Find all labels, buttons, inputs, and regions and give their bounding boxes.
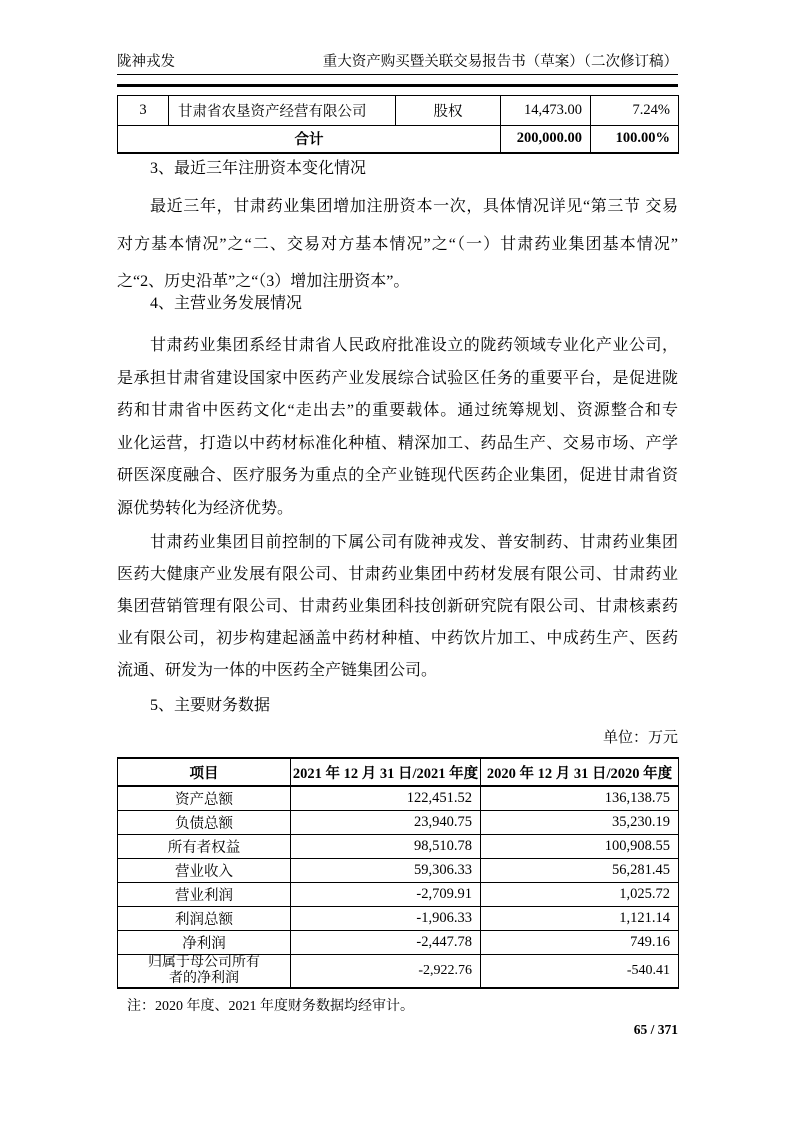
header-report-title: 重大资产购买暨关联交易报告书（草案）（二次修订稿）: [322, 54, 678, 70]
paragraph-line: 研医深度融合、医疗服务为重点的全产业链现代医药企业集团，促进甘肃省资: [117, 467, 678, 484]
value-2020: 1,121.14: [481, 906, 679, 930]
section-3-heading: 3、最近三年注册资本变化情况: [150, 160, 367, 177]
value-2021: -1,906.33: [291, 906, 481, 930]
row-label: 资产总额: [118, 786, 291, 810]
value-2020: 56,281.45: [481, 858, 679, 882]
table-row: [118, 96, 679, 126]
section-4-heading: 4、主营业务发展情况: [150, 295, 303, 312]
header-rule: [117, 84, 678, 87]
total-amount: 200,000.00: [501, 126, 591, 153]
paragraph-line: 医药大健康产业发展有限公司、甘肃药业集团中药材发展有限公司、甘肃药业: [117, 566, 678, 583]
row-index: 3: [118, 96, 169, 126]
row-label: 归属于母公司所有者的净利润: [118, 954, 291, 988]
column-header-2021: 2021 年 12 月 31 日/2021 年度: [291, 758, 481, 786]
value-2021: 122,451.52: [291, 786, 481, 810]
value-2020: 136,138.75: [481, 786, 679, 810]
paragraph-line: 甘肃药业集团系经甘肃省人民政府批准设立的陇药领域专业化产业公司，: [150, 337, 678, 354]
table-row: [118, 810, 679, 834]
table-footnote: 注：2020 年度、2021 年度财务数据均经审计。: [127, 999, 414, 1014]
value-2021: 23,940.75: [291, 810, 481, 834]
row-label: 营业收入: [118, 858, 291, 882]
column-header-item: 项目: [118, 758, 291, 786]
value-2021: -2,922.76: [291, 954, 481, 988]
value-2020: 35,230.19: [481, 810, 679, 834]
table-row: [118, 858, 679, 882]
column-header-2020: 2020 年 12 月 31 日/2020 年度: [481, 758, 679, 786]
paragraph-line: 业化运营，打造以中药材标准化种植、精深加工、药品生产、交易市场、产学: [117, 434, 678, 452]
table-unit-label: 单位：万元: [602, 730, 678, 746]
row-label: 利润总额: [118, 906, 291, 930]
table-header-row: [118, 758, 679, 786]
contribution-type: 股权: [396, 96, 501, 126]
paragraph-line: 流通、研发为一体的中医药全产链集团公司。: [117, 662, 438, 679]
paragraph-line: 是承担甘肃省建设国家中医药产业发展综合试验区任务的重要平台，是促进陇: [117, 369, 678, 387]
row-label: 净利润: [118, 930, 291, 954]
paragraph-line: 最近三年，甘肃药业集团增加注册资本一次，具体情况详见“第三节 交易: [150, 198, 678, 215]
value-2020: -540.41: [481, 954, 679, 988]
paragraph-line: 对方基本情况”之“二、交易对方基本情况”之“（一）甘肃药业集团基本情况”: [117, 235, 678, 253]
paragraph-line: 药和甘肃省中医药文化“走出去”的重要载体。通过统筹规划、资源整合和专: [117, 402, 678, 419]
section-4-paragraph-2: [117, 527, 678, 687]
table-row: [118, 786, 679, 810]
table-row: [118, 882, 679, 906]
paragraph-line: 之“2、历史沿革”之“（3）增加注册资本”。: [117, 273, 410, 290]
contribution-amount: 14,473.00: [501, 96, 591, 126]
total-pct: 100.00%: [591, 126, 679, 153]
page-number: 65 / 371: [633, 1022, 678, 1037]
value-2021: 98,510.78: [291, 834, 481, 858]
contribution-pct: 7.24%: [591, 96, 679, 126]
table-row: [118, 906, 679, 930]
row-label: 营业利润: [118, 882, 291, 906]
row-label: 负债总额: [118, 810, 291, 834]
table-row: [118, 930, 679, 954]
value-2020: 749.16: [481, 930, 679, 954]
table-row: [118, 834, 679, 858]
section-5-heading: 5、主要财务数据: [150, 697, 271, 714]
paragraph-line: 源优势转化为经济优势。: [117, 499, 294, 517]
shareholder-name: 甘肃省农垦资产经营有限公司: [169, 96, 396, 126]
value-2021: 59,306.33: [291, 858, 481, 882]
paragraph-line: 业有限公司，初步构建起涵盖中药材种植、中药饮片加工、中成药生产、医药: [117, 630, 678, 647]
table-total-row: [118, 126, 679, 153]
value-2021: -2,447.78: [291, 930, 481, 954]
paragraph-line: 集团营销管理有限公司、甘肃药业集团科技创新研究院有限公司、甘肃核素药: [117, 598, 678, 615]
value-2020: 100,908.55: [481, 834, 679, 858]
row-label: 所有者权益: [118, 834, 291, 858]
section-3-paragraph: [117, 188, 678, 301]
total-label: 合计: [118, 126, 501, 153]
section-4-paragraph-1: [117, 330, 678, 525]
header-company-short-name: 陇神戎发: [117, 54, 175, 70]
value-2021: -2,709.91: [291, 882, 481, 906]
value-2020: 1,025.72: [481, 882, 679, 906]
shareholder-table: [117, 95, 679, 154]
financial-data-table: [117, 757, 679, 989]
paragraph-line: 甘肃药业集团目前控制的下属公司有陇神戎发、普安制药、甘肃药业集团: [150, 534, 678, 551]
table-row: [118, 954, 679, 988]
page-header: [117, 52, 678, 75]
